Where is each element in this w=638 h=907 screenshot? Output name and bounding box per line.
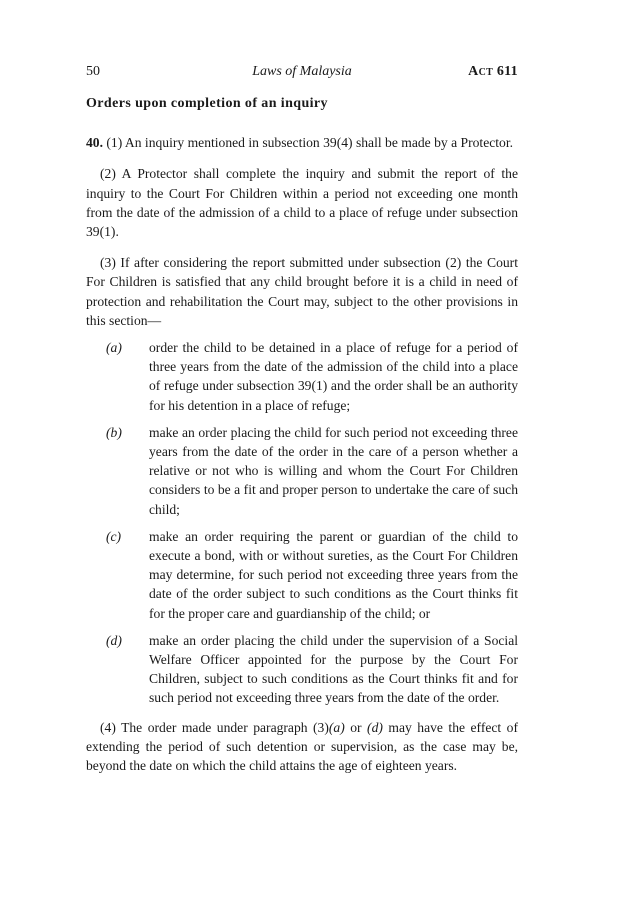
page-header	[86, 62, 518, 82]
section-heading: Orders upon completion of an inquiry	[86, 96, 328, 111]
paragraph-label: (a)	[106, 340, 122, 356]
subsection-4-text-2: or	[344, 719, 368, 735]
paragraph-label: (d)	[106, 632, 122, 648]
document-page	[86, 62, 518, 775]
paragraph-list	[86, 338, 518, 708]
paragraph-text: make an order placing the child for such period not exceeding three years from the date of the order in the care of a person whether a relative or not who is willing and whom the Court For Children considers to be a fit and proper person to undertake the care of such child;	[149, 424, 518, 517]
paragraph-reference-d: (d)	[367, 719, 383, 735]
running-title: Laws of Malaysia	[252, 64, 352, 79]
paragraph-c	[86, 527, 518, 623]
paragraph-text: order the child to be detained in a place of refuge for a period of three years from the date of the admission of the child into a place of refuge under subsection 39(1) and the order shall be an authority for his detention in a place of refuge;	[149, 340, 518, 413]
paragraph-text: make an order placing the child under the supervision of a Social Welfare Officer appointed for the purpose by the Court For Children, subject to such conditions as the Court thinks fit and for such period not exceeding three years from the date of the order.	[149, 632, 518, 706]
paragraph-a	[86, 338, 518, 415]
subsection-4	[86, 718, 518, 776]
subsection-2: (2) A Protector shall complete the inquiry and submit the report of the inquiry to the Court For Children within a period not exceeding one month from the date of the admission of a child to a place of refuge under subsection 39(1).	[86, 166, 518, 240]
paragraph-reference-a: (a)	[328, 719, 345, 735]
subsection-1	[86, 133, 518, 152]
paragraph-label: (b)	[106, 424, 122, 440]
section-number: 40.	[86, 135, 103, 151]
paragraph-d	[86, 631, 518, 708]
subsection-4-text-3: may have the effect of extending the period of such detention or supervision, as the case may be, beyond the date on which the child attains the age of eighteen years.	[86, 719, 518, 774]
page-number: 50	[86, 64, 100, 79]
act-number: Act 611	[468, 64, 518, 79]
subsection-1-text: (1) An inquiry mentioned in subsection 39(4) shall be made by a Protector.	[106, 135, 514, 151]
subsection-3: (3) If after considering the report submitted under subsection (2) the Court For Children is satisfied that any child brought before it is a child in need of protection and rehabilitation the Court may, subject to the other provisions in this section—	[86, 255, 518, 328]
subsection-4-text-1: (4) The order made under paragraph (3)	[100, 719, 329, 735]
paragraph-b	[86, 423, 518, 519]
paragraph-label: (c)	[106, 528, 122, 544]
paragraph-text: make an order requiring the parent or guardian of the child to execute a bond, with or without sureties, as the Court For Children may determine, for such period not exceeding three years from the date of the order subject to such conditions as the Court thinks fit for the proper care and guardianship of the child; or	[149, 528, 518, 621]
